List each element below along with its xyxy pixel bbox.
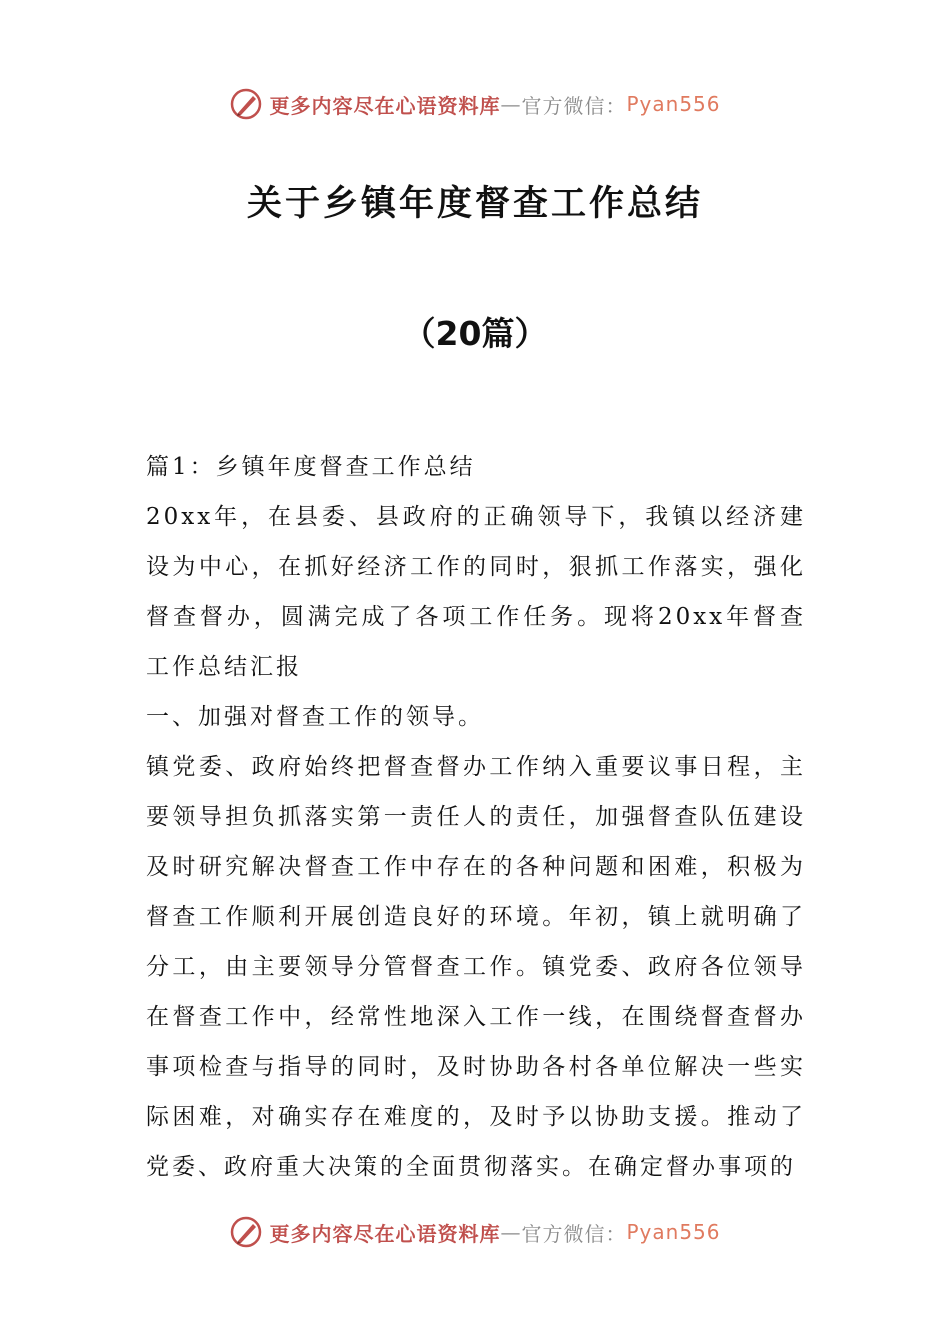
- body-paragraph: 20xx年，在县委、县政府的正确领导下，我镇以经济建设为中心，在抓好经济工作的同时，狠抓工作落实，强化督查督办，圆满完成了各项工作任务。现将20xx年督查工作总结汇报: [146, 504, 806, 680]
- subsection-heading: 一、加强对督查工作的领导。: [146, 704, 484, 730]
- pen-circle-icon: [229, 87, 263, 121]
- document-body: [146, 442, 806, 1192]
- watermark-brand: 更多内容尽在心语资料库: [269, 1221, 501, 1246]
- body-paragraph: 镇党委、政府始终把督查督办工作纳入重要议事日程，主要领导担负抓落实第一责任人的责任，加强督查队伍建设及时研究解决督查工作中存在的各种问题和困难，积极为督查工作顺利开展创造良好的环境。年初，镇上就明确了分工，由主要领导分管督查工作。镇党委、政府各位领导在督查工作中，经常性地深入工作一线，在围绕督查督办事项检查与指导的同时，及时协助各村各单位解决一些实际困难，对确实存在难度的，及时予以协助支援。推动了党委、政府重大决策的全面贯彻落实。在确定督办事项的: [146, 754, 806, 1180]
- section-heading: 篇1：乡镇年度督查工作总结: [146, 454, 476, 480]
- watermark-brand: 更多内容尽在心语资料库: [269, 93, 501, 118]
- watermark-label: 官方微信：: [521, 93, 627, 118]
- pen-circle-icon: [229, 1215, 263, 1249]
- footer-watermark: [0, 1212, 950, 1252]
- watermark-wechat-id: Pyan556: [626, 92, 721, 116]
- watermark-label: 官方微信：: [521, 1221, 627, 1246]
- watermark-separator: —: [500, 92, 522, 116]
- document-title: 关于乡镇年度督查工作总结: [246, 183, 703, 224]
- header-watermark: [0, 84, 950, 124]
- document-subtitle: （20篇）: [402, 314, 548, 353]
- watermark-wechat-id: Pyan556: [626, 1220, 721, 1244]
- watermark-separator: —: [500, 1220, 522, 1244]
